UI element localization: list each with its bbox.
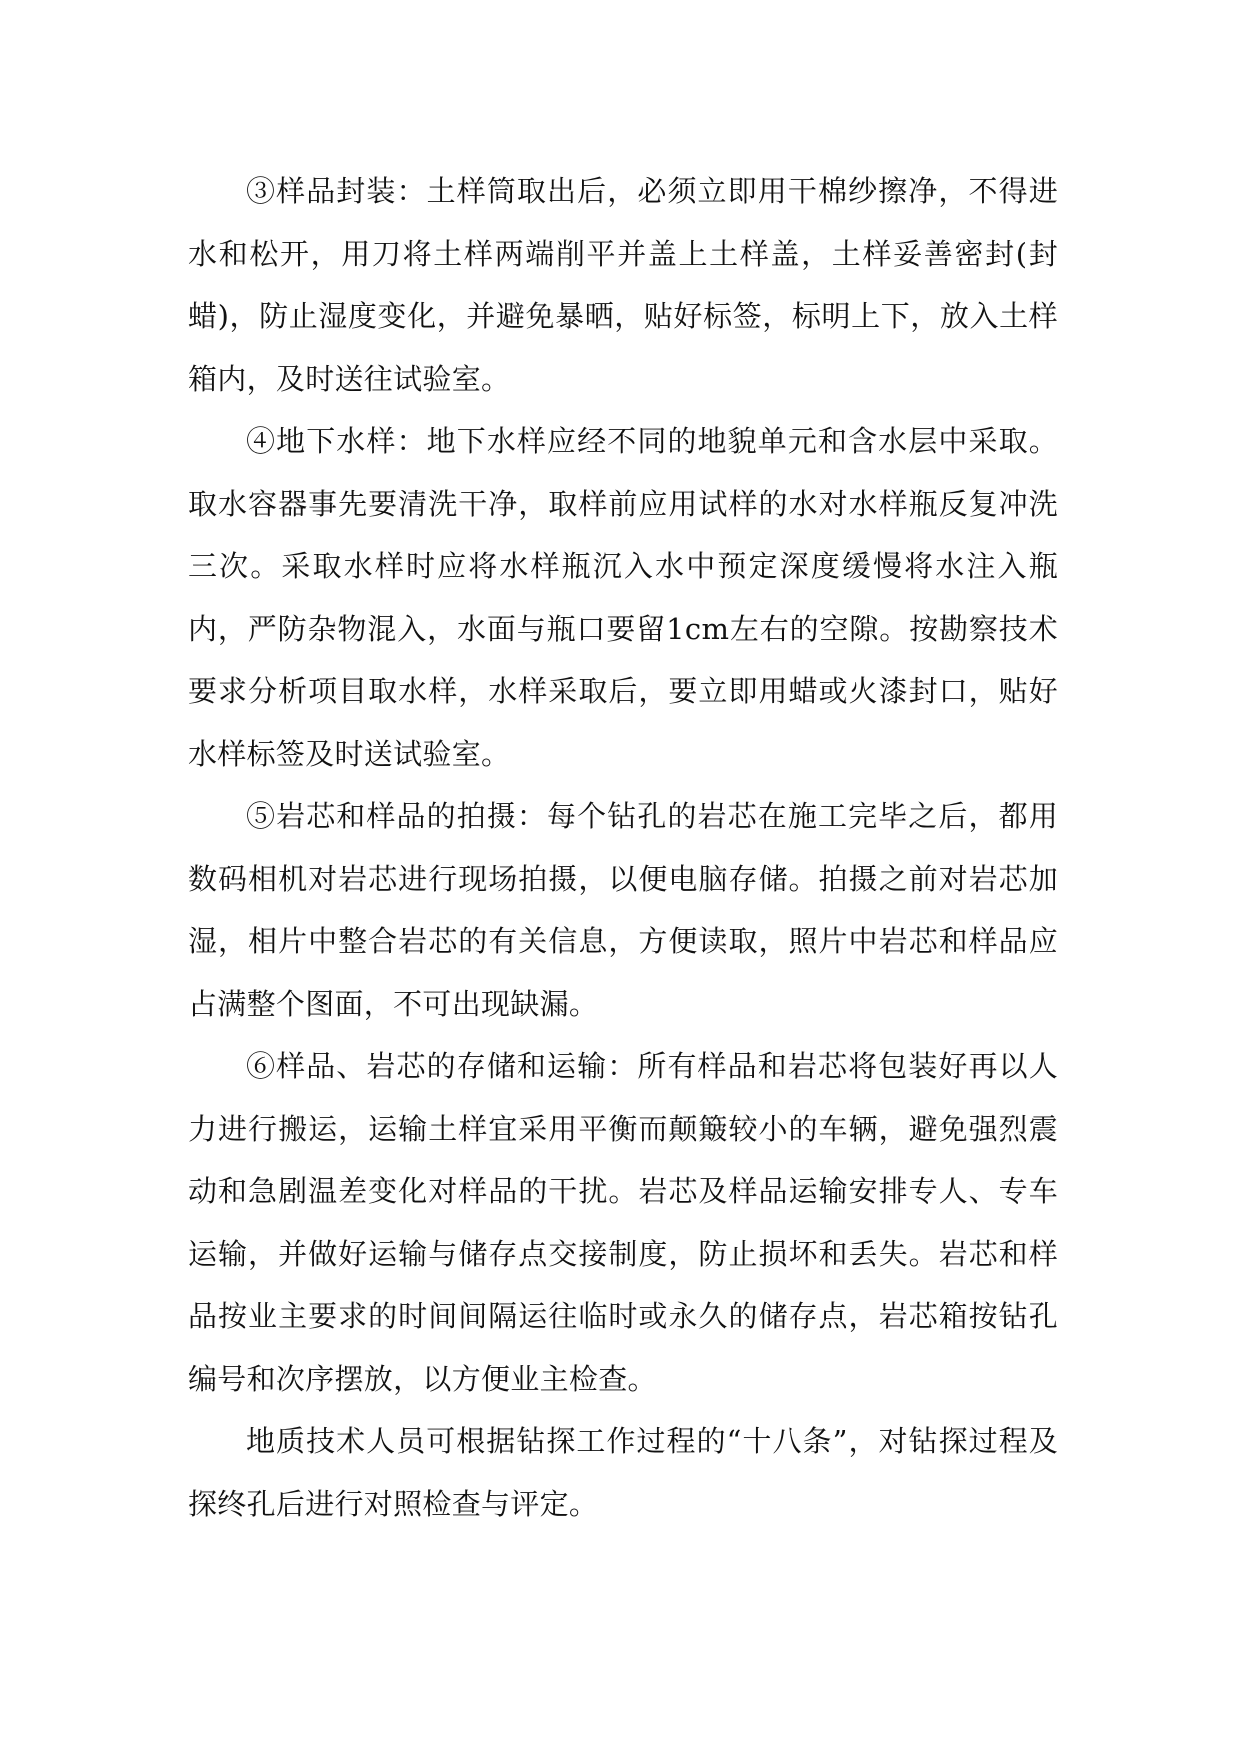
paragraph-groundwater-sample: ④地下水样：地下水样应经不同的地貌单元和含水层中采取。取水容器事先要清洗干净，取样前应用试样的水对水样瓶反复冲洗三次。采取水样时应将水样瓶沉入水中预定深度缓慢将水注入瓶内，严防杂物混入，水面与瓶口要留1cm左右的空隙。按勘察技术要求分析项目取水样，水样采取后，要立即用蜡或火漆封口，贴好水样标签及时送试验室。 bbox=[188, 424, 1058, 771]
paragraph-inspection-note: 地质技术人员可根据钻探工作过程的“十八条”，对钻探过程及探终孔后进行对照检查与评定。 bbox=[188, 1424, 1058, 1521]
paragraph-core-photography: ⑤岩芯和样品的拍摄：每个钻孔的岩芯在施工完毕之后，都用数码相机对岩芯进行现场拍摄，以便电脑存储。拍摄之前对岩芯加湿，相片中整合岩芯的有关信息，方便读取，照片中岩芯和样品应占满整个图面，不可出现缺漏。 bbox=[188, 799, 1058, 1021]
paragraph-storage-transport: ⑥样品、岩芯的存储和运输：所有样品和岩芯将包装好再以人力进行搬运，运输土样宜采用平衡而颠簸较小的车辆，避免强烈震动和急剧温差变化对样品的干扰。岩芯及样品运输安排专人、专车运输，并做好运输与储存点交接制度，防止损坏和丢失。岩芯和样品按业主要求的时间间隔运往临时或永久的储存点，岩芯箱按钻孔编号和次序摆放，以方便业主检查。 bbox=[188, 1049, 1058, 1396]
document-body bbox=[188, 160, 1058, 1535]
paragraph-sample-sealing: ③样品封装：土样筒取出后，必须立即用干棉纱擦净，不得进水和松开，用刀将土样两端削平并盖上土样盖，土样妥善密封(封蜡)，防止湿度变化，并避免暴晒，贴好标签，标明上下，放入土样箱内，及时送往试验室。 bbox=[188, 174, 1058, 396]
